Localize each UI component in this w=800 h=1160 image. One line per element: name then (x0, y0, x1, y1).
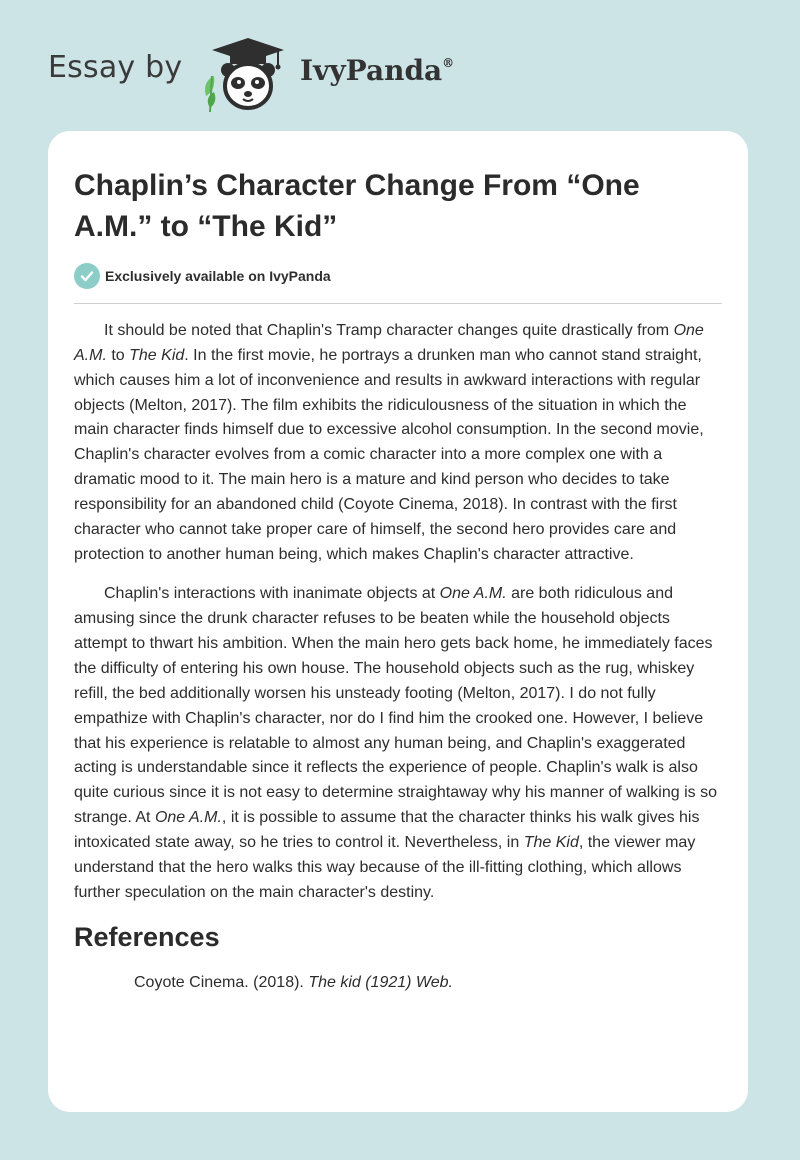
brand-name: IvyPanda® (300, 54, 455, 87)
paragraph-2: Chaplin's interactions with inanimate objects at One A.M. are both ridiculous and amusing since the drunk character refuses to be beaten while the household objects attempt to thwart his ambition. When the main hero gets back home, he immediately faces the difficulty of entering his own house. The household objects such as the rug, whiskey refill, the bed additionally worsen his unsteady footing (Melton, 2017). I do not fully empathize with Chaplin's character, nor do I find him the crooked one. However, I believe that his experience is relatable to almost any human being, and Chaplin's exaggerated acting is understandable since it reflects the experience of people. Chaplin's walk is also quite curious since it is not easy to determine straightaway why his manner of walking is so strange. At One A.M., it is possible to assume that the character thinks his walk gives his intoxicated state away, so he tries to control it. Nevertheless, in The Kid, the viewer may understand that the hero walks this way because of the ill-fitting clothing, which allows further speculation on the main character's destiny. (74, 585, 717, 901)
essay-by-label: Essay by (48, 50, 183, 85)
exclusive-text: Exclusively available on IvyPanda (105, 268, 331, 284)
check-icon (74, 263, 100, 289)
reference-item: Coyote Cinema. (2018). The kid (1921) Web. (134, 974, 453, 992)
exclusive-badge (74, 263, 331, 289)
references-heading: References (74, 922, 220, 953)
essay-card (48, 131, 748, 1112)
panda-logo-icon (200, 36, 290, 114)
paragraph-1: It should be noted that Chaplin's Tramp character changes quite drastically from One A.M. to The Kid. In the first movie, he portrays a drunken man who cannot stand straight, which causes him a lot of inconvenience and results in awkward interactions with regular objects (Melton, 2017). The film exhibits the ridiculousness of the situation in which the main character finds himself due to excessive alcohol consumption. In the second movie, Chaplin's character evolves from a comic character into a more complex one with a dramatic mood to it. The main hero is a mature and kind person who decides to take responsibility for an abandoned child (Coyote Cinema, 2018). In contrast with the first character who cannot take proper care of himself, the second hero provides care and protection to another human being, which makes Chaplin's character attractive. (74, 322, 704, 563)
page-title: Chaplin’s Character Change From “One A.M.” to “The Kid” (74, 169, 640, 243)
essay-body (74, 319, 724, 1010)
site-header (48, 36, 548, 116)
divider (74, 303, 722, 304)
